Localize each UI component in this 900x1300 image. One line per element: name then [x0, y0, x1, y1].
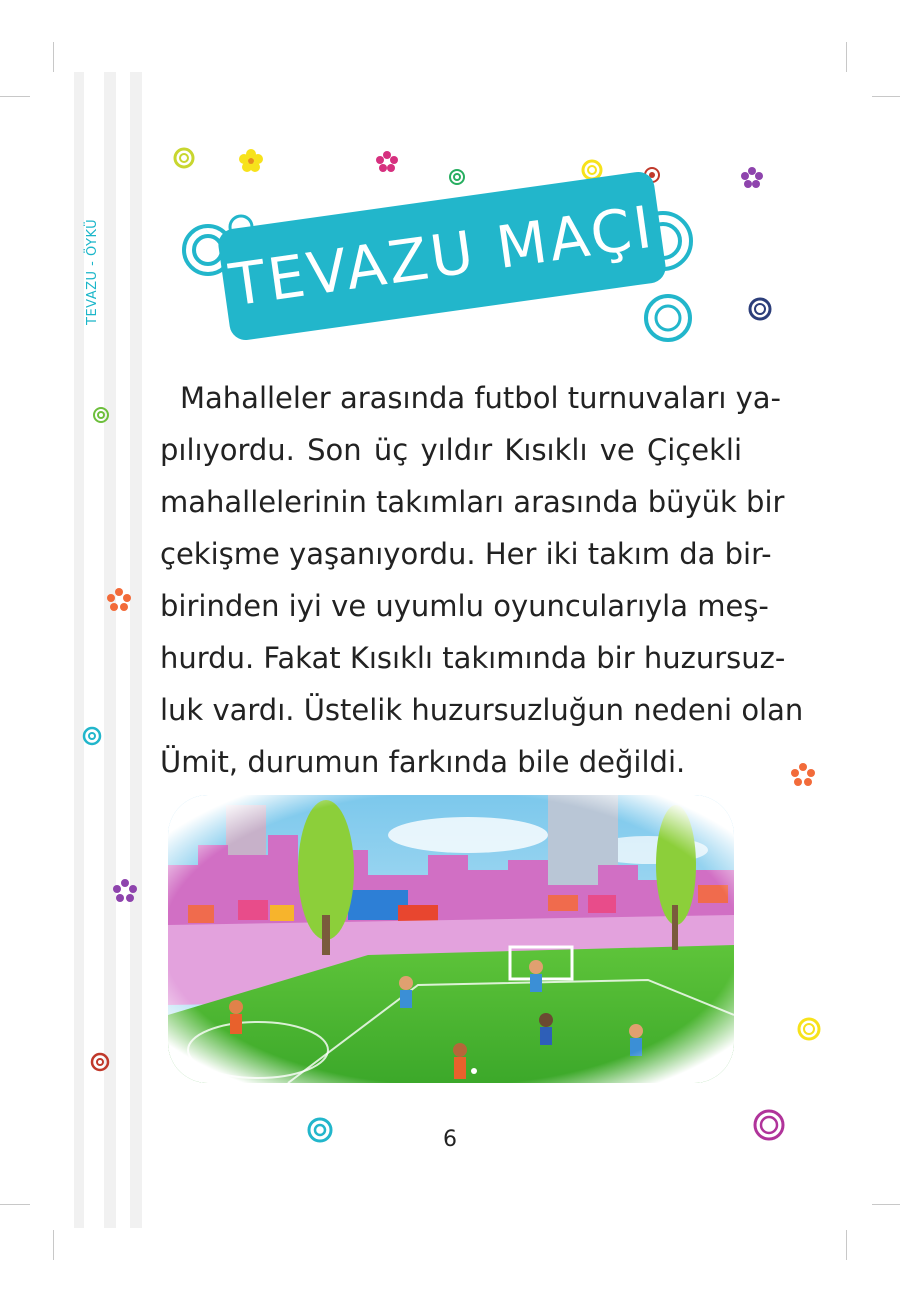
story-paragraph: [160, 372, 804, 788]
flower-icon: [238, 148, 264, 174]
football-field-illustration: [168, 795, 734, 1083]
flower-icon: [106, 587, 132, 613]
side-stripe: [74, 72, 84, 1228]
paragraph-line: mahallelerinin takımları arasında büyük bir: [160, 485, 785, 519]
paragraph-line: birinden iyi ve uyumlu oyuncularıyla meş-: [160, 589, 769, 623]
crop-mark: [846, 42, 847, 72]
crop-mark: [872, 1204, 900, 1205]
crop-mark: [53, 1230, 54, 1260]
title-banner: [216, 170, 667, 342]
flower-icon: [740, 166, 764, 190]
flower-icon: [375, 150, 399, 174]
ring-icon: [92, 406, 110, 424]
paragraph-line: Mahalleler arasında futbol turnuvaları ya-: [180, 381, 782, 415]
ring-icon: [747, 296, 773, 322]
crop-mark: [872, 96, 900, 97]
crop-mark: [0, 1204, 30, 1205]
side-section-label: TEVAZU - ÖYKÜ: [85, 218, 100, 325]
ring-icon: [90, 1052, 110, 1072]
ring-icon: [642, 292, 694, 344]
paragraph-line: çekişme yaşanıyordu. Her iki takım da bir-: [160, 537, 772, 571]
crop-mark: [0, 96, 30, 97]
side-stripe: [130, 72, 142, 1228]
paragraph-line: Ümit, durumun farkında bile değildi.: [160, 745, 686, 779]
page-title: TEVAZU MAÇI: [225, 192, 659, 320]
paragraph-line: luk vardı. Üstelik huzursuzluğun nedeni olan: [160, 693, 804, 727]
ring-icon: [448, 168, 466, 186]
ring-icon: [172, 146, 196, 170]
illustration-drawing: [168, 795, 734, 1083]
flower-icon: [790, 762, 816, 788]
ring-icon: [82, 726, 102, 746]
ring-icon: [796, 1016, 822, 1042]
crop-mark: [846, 1230, 847, 1260]
page-number: 6: [443, 1127, 457, 1152]
crop-mark: [53, 42, 54, 72]
flower-icon: [112, 878, 138, 904]
paragraph-line: hurdu. Fakat Kısıklı takımında bir huzursuz-: [160, 641, 786, 675]
paragraph-line: pılıyordu. Son üç yıldır Kısıklı ve Çiçekli: [160, 433, 742, 467]
